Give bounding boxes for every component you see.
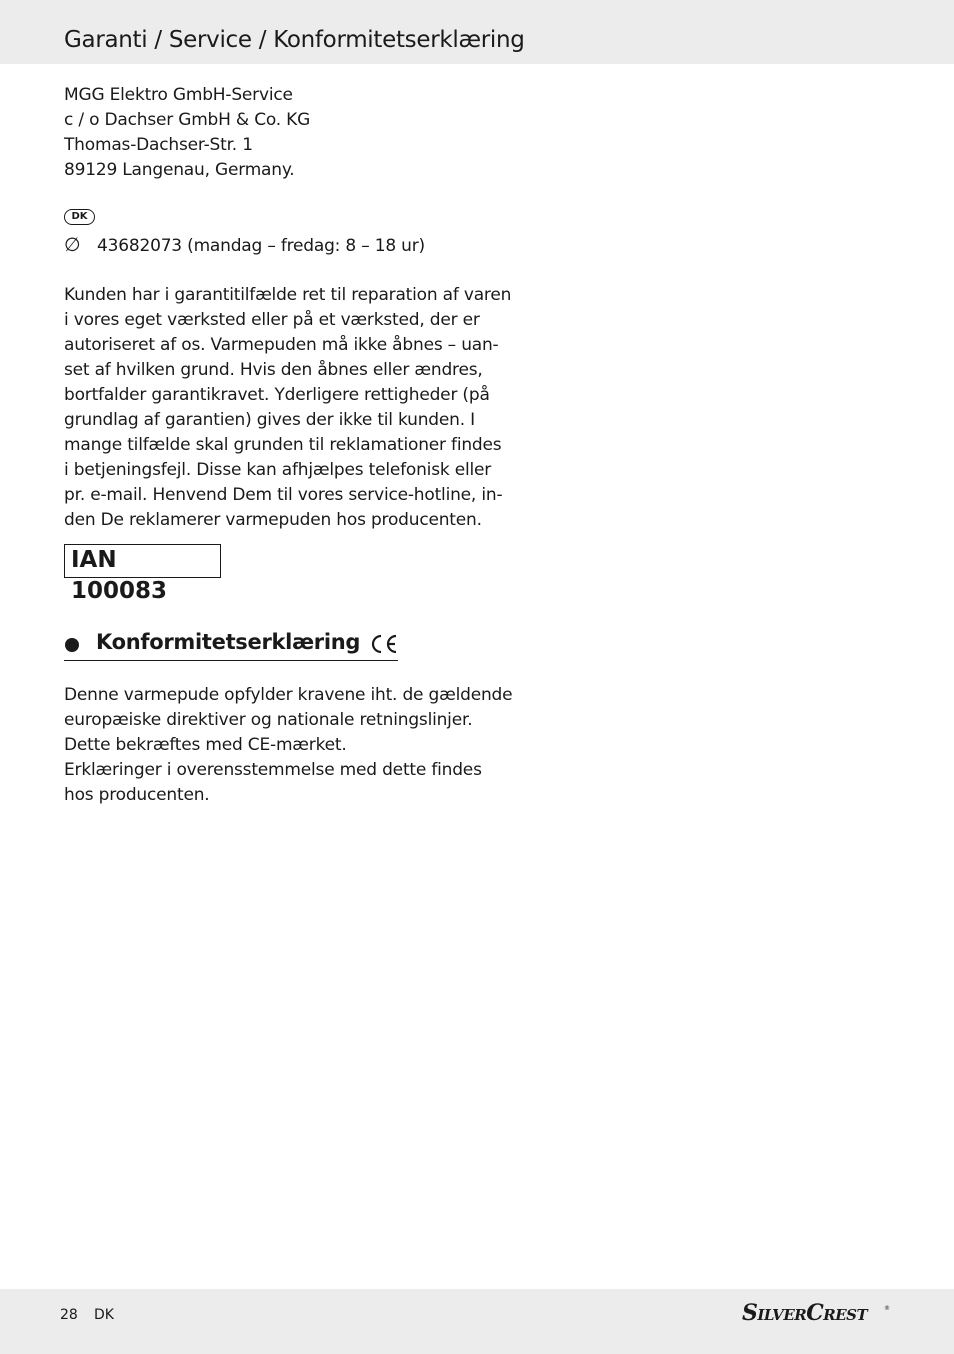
paragraph-line: i betjeningsfejl. Disse kan afhjælpes telefonisk eller bbox=[64, 460, 492, 480]
paragraph-line: Kunden har i garantitilfælde ret til reparation af varen bbox=[64, 285, 512, 305]
paragraph-line: i vores eget værksted eller på et værksted, der er bbox=[64, 310, 480, 330]
conformity-heading bbox=[64, 630, 398, 661]
bullet-icon bbox=[65, 638, 79, 652]
silvercrest-logo bbox=[742, 1301, 892, 1327]
country-badge: DK bbox=[64, 209, 95, 225]
paragraph-line: mange tilfælde skal grunden til reklamationer findes bbox=[64, 435, 502, 455]
page-footer bbox=[0, 1289, 954, 1354]
warranty-paragraph bbox=[64, 283, 512, 533]
address-line: Thomas-Dachser-Str. 1 bbox=[64, 135, 253, 155]
ce-mark-icon bbox=[370, 634, 398, 654]
ian-number: IAN 100083 bbox=[64, 544, 221, 578]
page-number: 28 bbox=[60, 1307, 78, 1323]
paragraph-line: pr. e-mail. Henvend Dem til vores service-hotline, in- bbox=[64, 485, 503, 505]
paragraph-line: bortfalder garantikravet. Yderligere rettigheder (på bbox=[64, 385, 490, 405]
paragraph-line: Dette bekræftes med CE-mærket. bbox=[64, 735, 347, 755]
address-line: 89129 Langenau, Germany. bbox=[64, 160, 295, 180]
paragraph-line: Erklæringer i overensstemmelse med dette findes bbox=[64, 760, 482, 780]
paragraph-line: Denne varmepude opfylder kravene iht. de gældende bbox=[64, 685, 513, 705]
service-address bbox=[64, 83, 484, 183]
paragraph-line: autoriseret af os. Varmepuden må ikke åbnes – uan- bbox=[64, 335, 499, 355]
svg-text:SILVERCREST: SILVERCREST bbox=[742, 1301, 868, 1326]
paragraph-line: hos producenten. bbox=[64, 785, 210, 805]
paragraph-line: europæiske direktiver og nationale retningslinjer. bbox=[64, 710, 473, 730]
language-code: DK bbox=[94, 1307, 114, 1323]
paragraph-line: grundlag af garantien) gives der ikke til kunden. I bbox=[64, 410, 475, 430]
phone-text: 43682073 (mandag – fredag: 8 – 18 ur) bbox=[97, 236, 425, 256]
page-title: Garanti / Service / Konformitetserklæring bbox=[64, 27, 525, 53]
paragraph-line: set af hvilken grund. Hvis den åbnes eller ændres, bbox=[64, 360, 483, 380]
phone-hotline bbox=[64, 233, 425, 259]
svg-text:®: ® bbox=[884, 1305, 890, 1312]
section-title: Konformitetserklæring bbox=[96, 630, 361, 654]
phone-icon: ∅ bbox=[64, 234, 81, 256]
conformity-paragraph bbox=[64, 683, 513, 808]
paragraph-line: den De reklamerer varmepuden hos producenten. bbox=[64, 510, 482, 530]
address-line: MGG Elektro GmbH-Service bbox=[64, 85, 293, 105]
address-line: c / o Dachser GmbH & Co. KG bbox=[64, 110, 311, 130]
page-header bbox=[0, 0, 954, 64]
